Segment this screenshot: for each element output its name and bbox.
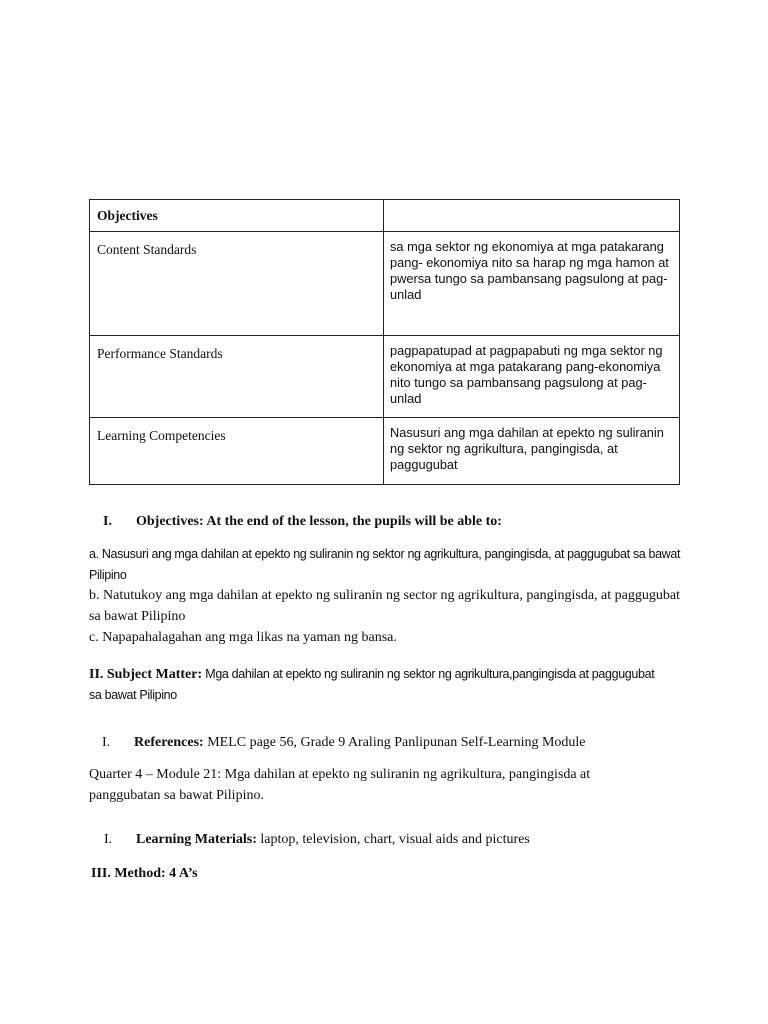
subject-matter-text: Mga dahilan at epekto ng suliranin ng sektor ng agrikultura,pangingisda at paggugubat sa bawat Pilipino — [89, 667, 655, 702]
row-label-content-standards: Content Standards — [90, 232, 384, 336]
objective-item-c: c. Napapahalagahan ang mga likas na yaman ng bansa. — [89, 630, 397, 645]
references-line — [134, 735, 586, 751]
objectives-table — [89, 199, 680, 485]
objectives-heading: Objectives: At the end of the lesson, the pupils will be able to: — [136, 514, 502, 529]
materials-text: laptop, television, chart, visual aids and pictures — [260, 832, 530, 847]
row-label-learning-competencies: Learning Competencies — [90, 418, 384, 485]
materials-numeral: I. — [104, 832, 113, 847]
method-heading: III. Method: 4 A’s — [91, 866, 198, 881]
table-row — [90, 232, 680, 336]
row-text-performance-standards: pagpapatupad at pagpapabuti ng mga sektor ng ekonomiya at mga patakarang pang-ekonomiya nito tungo sa pambansang pagsulong at pag-unlad — [384, 336, 680, 418]
objective-item-a: a. Nasusuri ang mga dahilan at epekto ng suliranin ng sektor ng agrikultura, pangingisda, at paggugubat sa bawat Pilipino — [89, 547, 681, 582]
subject-matter — [89, 664, 669, 706]
objective-item-b: b. Natutukoy ang mga dahilan at epekto ng suliranin ng sector ng agrikultura, pangingisda, at paggugubat sa bawat Pilipino — [89, 588, 680, 624]
references-continuation: Quarter 4 – Module 21: Mga dahilan at epekto ng suliranin ng agrikultura, pangingisda at panggubatan sa bawat Pilipino. — [89, 767, 591, 803]
table-header-row — [90, 200, 680, 232]
references-label: References: — [134, 735, 204, 750]
subject-matter-label: II. Subject Matter: — [89, 667, 203, 682]
row-text-content-standards: sa mga sektor ng ekonomiya at mga patakarang pang- ekonomiya nito sa harap ng mga hamon at pwersa tungo sa pambansang pagsulong at pag-unlad — [384, 232, 680, 336]
materials-label: Learning Materials: — [136, 832, 257, 847]
row-text-learning-competencies: Nasusuri ang mga dahilan at epekto ng suliranin ng sektor ng agrikultura, pangingisda, at paggugubat — [384, 418, 680, 485]
table-header-objectives: Objectives — [90, 200, 384, 232]
table-row — [90, 418, 680, 485]
references-text: MELC page 56, Grade 9 Araling Panlipunan Self-Learning Module — [207, 735, 586, 750]
row-label-performance-standards: Performance Standards — [90, 336, 384, 418]
materials-line — [136, 832, 530, 848]
table-header-empty — [384, 200, 680, 232]
references-numeral: I. — [102, 735, 111, 750]
objectives-numeral: I. — [103, 514, 112, 529]
table-row — [90, 336, 680, 418]
